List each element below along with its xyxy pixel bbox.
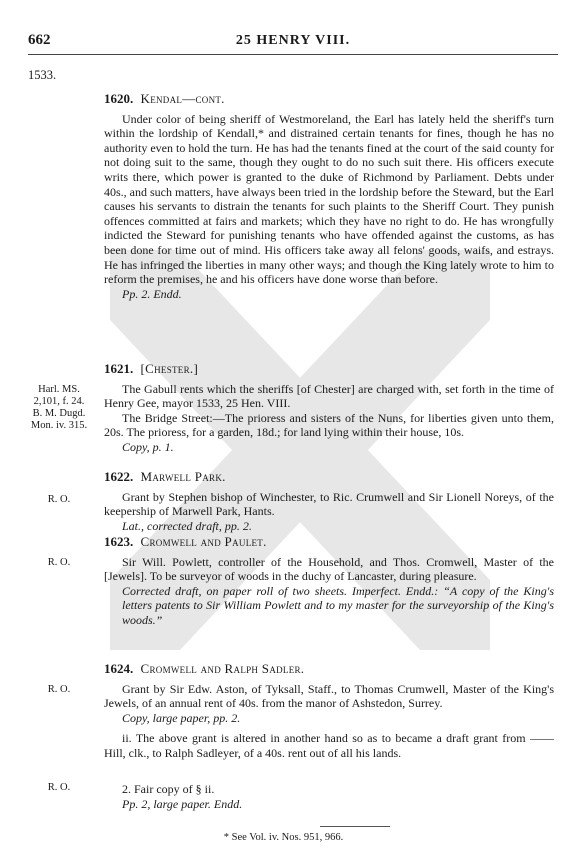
entry-1620 <box>28 92 558 301</box>
entry-1624 <box>28 662 558 761</box>
entry-endnote: Pp. 2. Endd. <box>122 286 182 301</box>
entry-1622 <box>28 470 558 533</box>
entry-1621 <box>28 362 558 455</box>
footnote: * See Vol. iv. Nos. 951, 966. <box>223 832 344 843</box>
entry-title: Cromwell and Ralph Sadler. <box>140 661 305 676</box>
margin-reference: R. O. <box>47 494 71 505</box>
entry-paragraph: ii. The above grant is altered in another hand so as to became a draft grant from —— Hill, clk., to Ralph Sadleyer, of a 40s. rent out of all his lands. <box>104 731 554 760</box>
running-head: 25 HENRY VIII. <box>235 33 351 48</box>
entry-heading <box>104 662 554 677</box>
entry-endnote: Corrected draft, on paper roll of two sheets. Imperfect. Endd.: “A copy of the King's letters patents to Sir William Powlett and to my master for the surveyorship of the King's woods.” <box>122 583 554 627</box>
entry-fair-copy <box>28 782 558 811</box>
entry-heading <box>104 92 554 107</box>
entry-heading <box>104 535 554 550</box>
entry-paragraph: Grant by Sir Edw. Aston, of Tyksall, Staff., to Thomas Crumwell, Master of the King's Jewels, of an annual rent of 40s. from the manor of Ashstedon, Surrey. <box>104 681 554 711</box>
entry-endnote: Copy, large paper, pp. 2. <box>122 710 241 725</box>
entry-paragraph: Under color of being sheriff of Westmoreland, the Earl has lately held the sheriff's turn within the lordship of Kendall,* and distrained certain tenants for fines, though he has no authority even to hold the turn. He has had the tenants fined at the court of the said county for not doing suit to the same, though they ought to do no such suit there. His officers execute writs there, which power is granted to the duke of Richmond by Parliament. Debts under 40s., and such matters, have always been tried in the lordship before the Steward, but the Earl causes his servants to distrain the tenants for such plaints to the Sheriff Court. They punish offences committed at fairs and markets; which they have no right to do. He has wrongfully indicted the Steward for punishing tenants who have offended against the customs, as has been done for time out of mind. His officers take away all felons' goods, waifs, and estrays. He has infringed the liberties in many other ways; and though the King lately wrote to him to reform the premises, he and his officers have done worse than before. <box>104 111 554 287</box>
entry-paragraph: The Bridge Street:—The prioress and sisters of the Nuns, for liberties given unto them, 20s. The prioress, for a garden, 18d.; for land lying within their house, 10s. <box>104 410 554 440</box>
entry-paragraph: Grant by Stephen bishop of Winchester, to Ric. Crumwell and Sir Lionell Noreys, of the keepership of Marwell Park, Hants. <box>104 489 554 519</box>
entry-number: 1622. <box>104 469 134 484</box>
year-label: 1533. <box>28 68 57 82</box>
footnote-rule <box>320 826 390 827</box>
entry-heading <box>104 470 554 485</box>
margin-reference: Harl. MS. 2,101, f. 24. B. M. Dugd. Mon. iv. 315. <box>30 384 88 431</box>
margin-reference: R. O. <box>47 782 71 793</box>
entry-title: Marwell Park. <box>140 469 226 484</box>
entry-number: 1620. <box>104 91 134 106</box>
entry-endnote: Lat., corrected draft, pp. 2. <box>122 518 252 533</box>
page-header <box>28 24 558 55</box>
entry-paragraph: Sir Will. Powlett, controller of the Household, and Thos. Cromwell, Master of the [Jewels]. To be surveyor of woods in the duchy of Lancaster, during pleasure. <box>104 554 554 584</box>
entry-title: Cromwell and Paulet. <box>140 534 267 549</box>
margin-reference: R. O. <box>47 557 71 568</box>
page-number: 662 <box>28 32 51 48</box>
margin-reference: R. O. <box>47 684 71 695</box>
entry-number: 1623. <box>104 534 134 549</box>
entry-1623 <box>28 535 558 628</box>
entry-number: 1624. <box>104 661 134 676</box>
entry-title: Kendal—cont. <box>140 91 225 106</box>
entry-title: [Chester.] <box>140 361 199 376</box>
entry-paragraph: 2. Fair copy of § ii. <box>122 782 215 796</box>
entry-heading <box>104 362 554 377</box>
entry-paragraph: The Gabull rents which the sheriffs [of Chester] are charged with, set forth in the time of Henry Gee, mayor 1533, 25 Hen. VIII. <box>104 381 554 411</box>
entry-endnote: Copy, p. 1. <box>122 439 174 454</box>
entry-endnote: Pp. 2, large paper. Endd. <box>122 796 243 811</box>
entry-number: 1621. <box>104 361 134 376</box>
